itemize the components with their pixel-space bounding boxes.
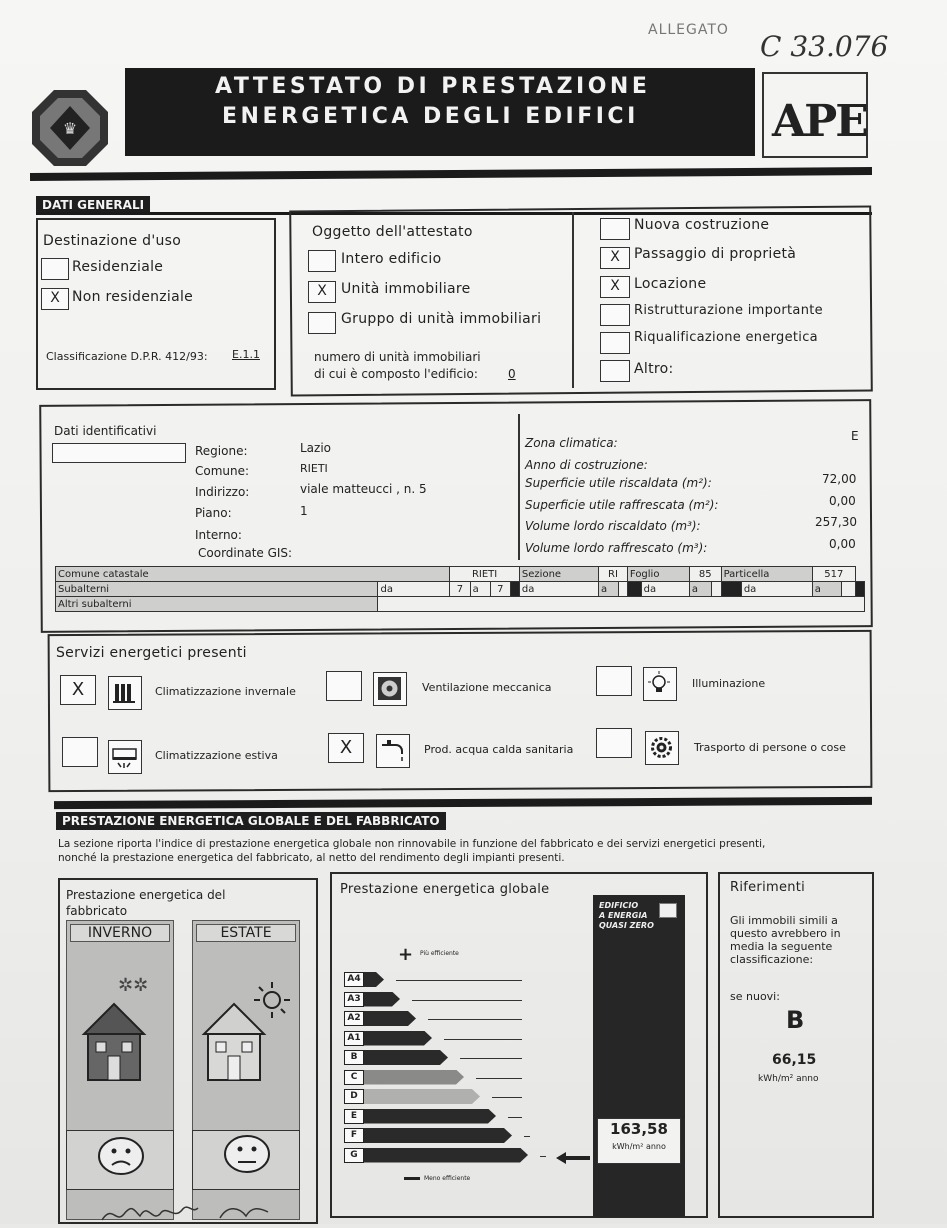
motivazione-checkbox-4[interactable]	[600, 304, 630, 326]
unita-immobiliare-checkbox[interactable]: X	[308, 281, 336, 303]
energy-class-label-c: C	[344, 1070, 364, 1085]
valore-globale-unit: kWh/m² anno	[612, 1142, 666, 1151]
comune-value: RIETI	[300, 462, 328, 475]
energy-class-bar-d	[364, 1089, 480, 1104]
classificazione-label: Classificazione D.P.R. 412/93:	[46, 350, 208, 363]
energy-class-bar-c	[364, 1070, 464, 1085]
energy-class-line-a3	[412, 1000, 522, 1001]
minus-icon	[404, 1177, 420, 1180]
servizio-6-checkbox[interactable]	[596, 728, 632, 758]
riferimenti-text-2: questo avrebbero in	[730, 927, 841, 940]
house-winter-icon	[80, 1000, 148, 1088]
prestazione-description-1: La sezione riporta l'indice di prestazione energetica globale non rinnovabile in funzione del fabbricato e dei servizi energetici presenti,	[58, 838, 766, 850]
anno-costruzione-label: Anno di costruzione:	[525, 458, 648, 472]
sezione-value: RI	[599, 567, 628, 582]
prestazione-description-2: nonché la prestazione energetica del fabbricato, al netto del rendimento degli impianti presenti.	[58, 852, 565, 864]
dati-generali-title: DATI GENERALI	[36, 196, 150, 214]
riferimenti-text-1: Gli immobili simili a	[730, 914, 838, 927]
catasto-table	[55, 566, 865, 612]
non-residenziale-checkbox[interactable]: X	[41, 288, 69, 310]
riferimenti-text-3: media la seguente	[730, 940, 833, 953]
superficie-riscaldata-value: 72,00	[822, 472, 857, 486]
unita-immobiliare-label: Unità immobiliare	[341, 281, 471, 297]
motivazione-checkbox-6[interactable]	[600, 360, 630, 382]
servizio-3-label: Illuminazione	[692, 677, 766, 690]
oggetto-title: Oggetto dell'attestato	[312, 224, 473, 240]
interno-label: Interno:	[195, 528, 242, 542]
energy-class-line-c	[476, 1078, 522, 1079]
comune-catastale-value: RIETI	[450, 567, 520, 582]
plus-icon: +	[398, 944, 414, 965]
energy-class-bar-f	[364, 1128, 512, 1143]
header-title-line1: ATTESTATO DI PRESTAZIONE	[215, 74, 651, 99]
energy-class-label-a1: A1	[344, 1031, 364, 1046]
comune-catastale-label: Comune catastale	[56, 567, 450, 582]
header-title-line2: ENERGETICA DEGLI EDIFICI	[222, 104, 639, 129]
zona-climatica-label: Zona climatica:	[525, 436, 618, 450]
ape-emblem-icon	[30, 88, 110, 168]
cell-dark	[510, 582, 519, 597]
numero-unita-label-2: di cui è composto l'edificio:	[314, 367, 478, 381]
cell-da-3: da	[641, 582, 689, 597]
cell-a-2: a	[599, 582, 619, 597]
sub-da-value: 7	[450, 582, 470, 597]
motivazione-checkbox-3[interactable]: X	[600, 276, 630, 298]
numero-unita-value: 0	[508, 367, 516, 381]
servizio-4-label: Climatizzazione estiva	[155, 749, 278, 762]
fabbricato-title-1: Prestazione energetica del	[66, 888, 226, 902]
house-summer-icon	[200, 1000, 268, 1088]
motivazione-label-1: Nuova costruzione	[634, 217, 770, 233]
ape-logo: APE	[762, 72, 868, 158]
regione-value: Lazio	[300, 441, 332, 455]
gear-icon	[645, 731, 679, 765]
numero-unita-label-1: numero di unità immobiliari	[314, 350, 481, 364]
globale-title: Prestazione energetica globale	[340, 882, 550, 897]
volume-raffrescato-value: 0,00	[829, 537, 856, 551]
servizio-5-checkbox[interactable]: X	[328, 733, 364, 763]
motivazione-checkbox-1[interactable]	[600, 218, 630, 240]
catasto-row-altri	[56, 597, 865, 612]
indirizzo-value: viale matteucci , n. 5	[300, 482, 427, 496]
gruppo-unita-checkbox[interactable]	[308, 312, 336, 334]
servizio-6-label: Trasporto di persone o cose	[694, 741, 846, 754]
identificativi-title: Dati identificativi	[54, 424, 157, 438]
energy-class-line-a1	[444, 1039, 522, 1040]
energy-class-label-a4: A4	[344, 972, 364, 987]
motivazione-label-2: Passaggio di proprietà	[634, 246, 797, 262]
classificazione-value: E.1.1	[232, 348, 260, 361]
subalterni-label: Subalterni	[56, 582, 378, 597]
servizio-1-label: Climatizzazione invernale	[155, 685, 296, 698]
energy-class-label-g: G	[344, 1148, 364, 1163]
handwritten-code: C 33.076	[760, 30, 889, 63]
destinazione-title: Destinazione d'uso	[43, 233, 182, 249]
piu-efficiente-label: Più efficiente	[420, 950, 459, 957]
servizio-2-checkbox[interactable]	[326, 671, 362, 701]
sad-face-icon	[96, 1135, 146, 1181]
volume-riscaldato-label: Volume lordo riscaldato (m³):	[525, 519, 701, 533]
regione-label: Regione:	[195, 444, 248, 458]
valore-globale: 163,58	[610, 1120, 668, 1138]
energy-class-label-f: F	[344, 1128, 364, 1143]
lightbulb-icon	[643, 667, 677, 701]
cell-dark-3	[721, 582, 741, 597]
energy-class-line-e	[508, 1117, 522, 1118]
energy-class-line-d	[492, 1097, 522, 1098]
valore-nuovi-unit: kWh/m² anno	[758, 1074, 819, 1084]
cell-da-4: da	[741, 582, 812, 597]
motivazione-label-6: Altro:	[634, 361, 674, 377]
intero-edificio-checkbox[interactable]	[308, 250, 336, 272]
energy-class-line-f	[524, 1136, 530, 1137]
cell-dark-4	[855, 582, 864, 597]
servizio-2-label: Ventilazione meccanica	[422, 681, 552, 694]
servizio-3-checkbox[interactable]	[596, 666, 632, 696]
energy-class-label-d: D	[344, 1089, 364, 1104]
piano-label: Piano:	[195, 506, 232, 520]
snowflake-icon: ✲✲	[118, 975, 149, 996]
se-nuovi-label: se nuovi:	[730, 990, 780, 1003]
nzeb-label-3: QUASI ZERO	[599, 921, 654, 930]
energy-class-bar-g	[364, 1148, 528, 1163]
sub-a-value: 7	[490, 582, 510, 597]
catasto-row-comune	[56, 567, 865, 582]
energy-class-label-a3: A3	[344, 992, 364, 1007]
energy-class-bar-e	[364, 1109, 496, 1124]
intero-edificio-label: Intero edificio	[341, 251, 442, 267]
energy-class-label-b: B	[344, 1050, 364, 1065]
radiator-icon	[108, 676, 142, 710]
allegato-stamp: ALLEGATO	[648, 22, 729, 38]
energy-class-line-a4	[396, 980, 522, 981]
superficie-riscaldata-label: Superficie utile riscaldata (m²):	[525, 476, 712, 490]
cell-a-4: a	[812, 582, 842, 597]
riferimenti-title: Riferimenti	[730, 880, 806, 895]
cell-dark-2	[627, 582, 641, 597]
fabbricato-title-2: fabbricato	[66, 904, 128, 918]
energy-class-bar-b	[364, 1050, 448, 1065]
particella-value: 517	[812, 567, 855, 582]
cell-empty	[618, 582, 627, 597]
valore-nuovi: 66,15	[772, 1052, 817, 1068]
motivazione-checkbox-5[interactable]	[600, 332, 630, 354]
air-conditioner-icon	[108, 740, 142, 774]
motivazione-label-5: Riqualificazione energetica	[634, 330, 818, 345]
residenziale-checkbox[interactable]	[41, 258, 69, 280]
motivazione-label-3: Locazione	[634, 276, 707, 292]
riferimenti-text-4: classificazione:	[730, 953, 814, 966]
inverno-label: INVERNO	[70, 924, 170, 942]
cell-da-2: da	[519, 582, 598, 597]
particella-label: Particella	[721, 567, 812, 582]
fan-icon	[373, 672, 407, 706]
nzeb-column	[593, 895, 685, 1217]
motivazione-checkbox-2[interactable]: X	[600, 247, 630, 269]
energy-class-label-a2: A2	[344, 1011, 364, 1026]
photo-placeholder	[52, 443, 186, 463]
servizio-4-checkbox[interactable]	[62, 737, 98, 767]
servizio-5-label: Prod. acqua calda sanitaria	[424, 743, 574, 756]
header-rule	[30, 167, 872, 181]
oggetto-divider	[572, 212, 574, 388]
identificativi-divider	[518, 414, 520, 560]
superficie-raffrescata-value: 0,00	[829, 494, 856, 508]
gruppo-unita-label: Gruppo di unità immobiliari	[341, 311, 542, 327]
faucet-icon	[376, 734, 410, 768]
arrow-left-icon	[556, 1150, 590, 1169]
svg-text:♛: ♛	[62, 119, 78, 138]
prestazione-rule	[54, 797, 872, 809]
servizi-title: Servizi energetici presenti	[56, 645, 247, 661]
prestazione-title: PRESTAZIONE ENERGETICA GLOBALE E DEL FABBRICATO	[56, 812, 446, 830]
non-residenziale-label: Non residenziale	[72, 289, 194, 305]
foglio-value: 85	[689, 567, 721, 582]
superficie-raffrescata-label: Superficie utile raffrescata (m²):	[525, 498, 719, 512]
energy-class-line-a2	[428, 1019, 522, 1020]
altri-subalterni-label: Altri subalterni	[56, 597, 378, 612]
energy-class-line-g	[540, 1156, 546, 1157]
catasto-row-subalterni	[56, 582, 865, 597]
piano-value: 1	[300, 504, 308, 518]
nzeb-label-1: EDIFICIO	[599, 901, 639, 910]
cell-empty-3	[842, 582, 855, 597]
sezione-label: Sezione	[519, 567, 598, 582]
volume-raffrescato-label: Volume lordo raffrescato (m³):	[525, 541, 708, 555]
comune-label: Comune:	[195, 464, 250, 478]
nzeb-label-2: A ENERGIA	[599, 911, 648, 920]
foglio-label: Foglio	[627, 567, 689, 582]
indirizzo-label: Indirizzo:	[195, 485, 250, 499]
coordinate-label: Coordinate GIS:	[198, 546, 293, 560]
classe-nuovi: B	[786, 1006, 805, 1034]
cell-a-3: a	[689, 582, 711, 597]
energy-class-bar-a2	[364, 1011, 416, 1026]
sub-a-label: a	[470, 582, 490, 597]
nzeb-checkbox[interactable]	[659, 903, 677, 918]
meno-efficiente-label: Meno efficiente	[424, 1175, 471, 1182]
sub-da-label: da	[378, 582, 450, 597]
altri-subalterni-value	[378, 597, 865, 612]
energy-class-bar-a1	[364, 1031, 432, 1046]
volume-riscaldato-value: 257,30	[815, 515, 857, 529]
zona-climatica-value: E	[851, 429, 859, 443]
residenziale-label: Residenziale	[72, 259, 164, 275]
energy-class-line-b	[460, 1058, 522, 1059]
energy-class-label-e: E	[344, 1109, 364, 1124]
motivazione-label-4: Ristrutturazione importante	[634, 303, 823, 318]
neutral-face-icon	[222, 1133, 272, 1179]
estate-label: ESTATE	[196, 924, 296, 942]
cell-empty-2	[711, 582, 721, 597]
servizio-1-checkbox[interactable]: X	[60, 675, 96, 705]
